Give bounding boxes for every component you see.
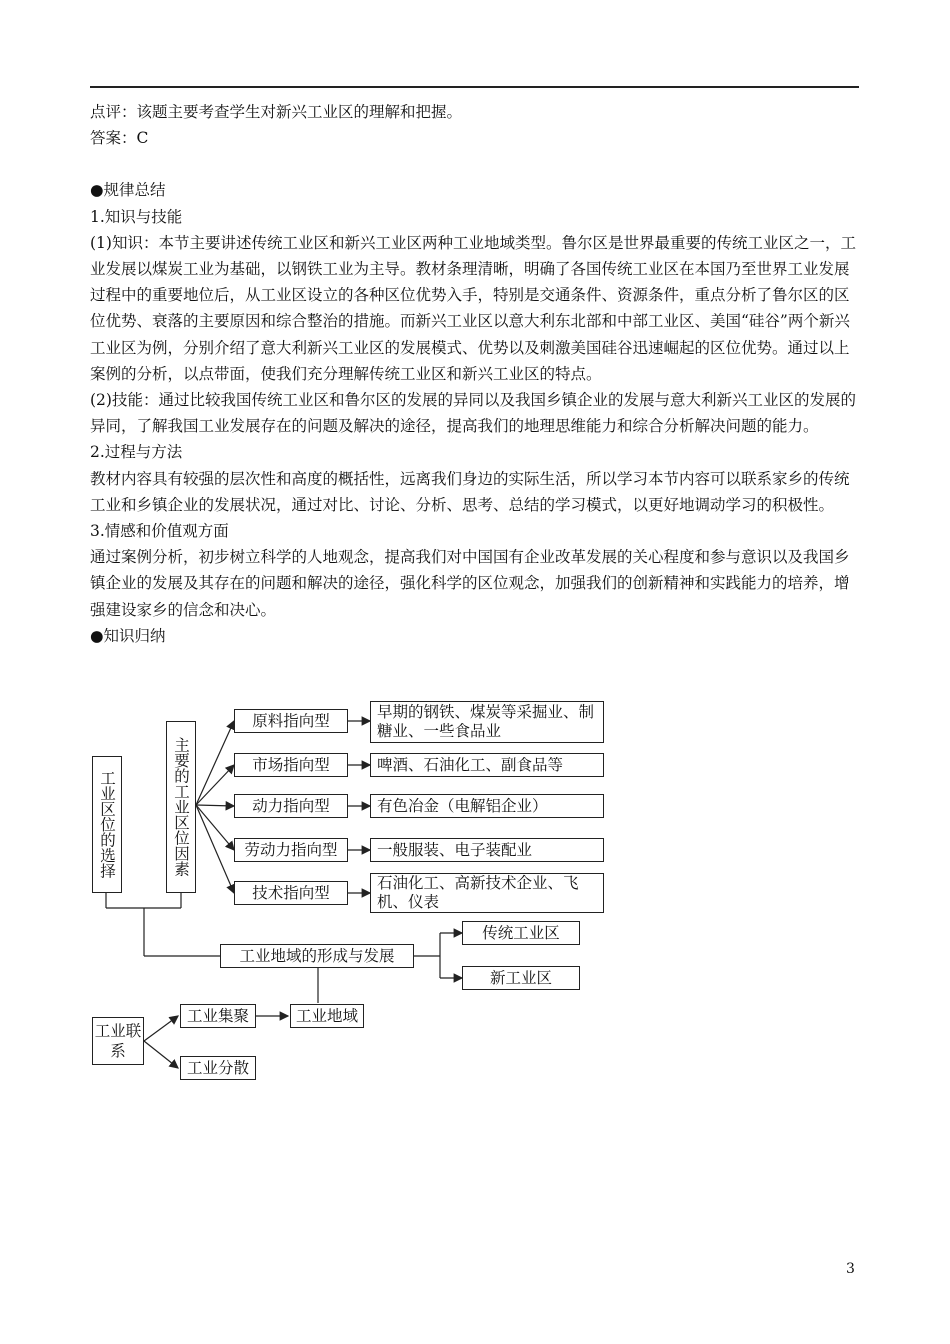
example-box-market: 啤酒、石油化工、副食品等 <box>370 753 604 777</box>
comment-line: 点评：该题主要考查学生对新兴工业区的理解和把握。 <box>90 103 463 121</box>
type-box-labor: 劳动力指向型 <box>234 838 348 862</box>
paragraph-skills: (2)技能：通过比较我国传统工业区和鲁尔区的发展的异同以及我国乡镇企业的发展与意大利新兴工业区的发展的异同，了解我国工业发展存在的问题及解决的途径，提高我们的地理思维能力和综合分析解决问题的能力。 <box>90 391 856 436</box>
type-box-market: 市场指向型 <box>234 753 348 777</box>
dispersion-box: 工业分散 <box>180 1056 256 1080</box>
example-box-labor: 一般服装、电子装配业 <box>370 838 604 862</box>
paragraph-knowledge: (1)知识：本节主要讲述传统工业区和新兴工业区两种工业地域类型。鲁尔区是世界最重要的传统工业区之一，工业发展以煤炭工业为基础，以钢铁工业为主导。教材条理清晰，明确了各国传统工业区在本国乃至世界工业发展过程中的重要地位后，从工业区设立的各种区位优势入手，特别是交通条件、资源条件，重点分析了鲁尔区的区位优势、衰落的主要原因和综合整治的措施。而新兴工业区以意大利东北部和中部工业区、美国“硅谷”两个新兴工业区为例，分别介绍了意大利新兴工业区的发展模式、优势以及刺激美国硅谷迅速崛起的区位优势。通过以上案例的分析，以点带面，使我们充分理解传统工业区和新兴工业区的特点。 <box>90 233 856 383</box>
page-number: 3 <box>846 1261 855 1277</box>
example-box-technology: 石油化工、高新技术企业、飞机、仪表 <box>370 873 604 913</box>
subsection-title-values: 3.情感和价值观方面 <box>90 522 229 541</box>
paragraph-values: 通过案例分析，初步树立科学的人地观念，提高我们对中国国有企业改革发展的关心程度和参与意识以及我国乡镇企业的发展及其存在的问题和解决的途径，强化科学的区位观念，加强我们的创新精神和实践能力的培养，增强建设家乡的信念和决心。 <box>90 548 850 619</box>
example-box-power: 有色冶金（电解铝企业） <box>370 794 604 818</box>
industrial-region-box: 工业地域 <box>290 1004 364 1028</box>
type-box-power: 动力指向型 <box>234 794 348 818</box>
section-title-summary: ●规律总结 <box>90 181 166 200</box>
subsection-title-process: 2.过程与方法 <box>90 443 183 462</box>
agglomeration-box: 工业集聚 <box>180 1004 256 1028</box>
type-box-technology: 技术指向型 <box>234 881 348 905</box>
new-region-box: 新工业区 <box>462 966 580 990</box>
paragraph-process: 教材内容具有较强的层次性和高度的概括性，远离我们身边的实际生活，所以学习本节内容可以联系家乡的传统工业和乡镇企业的发展状况，通过对比、讨论、分析、思考、总结的学习模式，以更好地调动学习的积极性。 <box>90 469 850 514</box>
factors-box: 主要的工业区位因素 <box>166 721 196 893</box>
type-box-raw-material: 原料指向型 <box>234 709 348 733</box>
example-box-raw-material: 早期的钢铁、煤炭等采掘业、制糖业、一些食品业 <box>370 701 604 743</box>
region-development-box: 工业地域的形成与发展 <box>220 944 414 968</box>
root-box: 工业区位的选择 <box>92 756 122 893</box>
section-title-induction: ●知识归纳 <box>90 626 166 645</box>
linkage-box: 工业联系 <box>92 1017 144 1065</box>
subsection-title-knowledge: 1.知识与技能 <box>90 207 183 226</box>
traditional-region-box: 传统工业区 <box>462 921 580 945</box>
answer-line: 答案：C <box>90 129 149 148</box>
